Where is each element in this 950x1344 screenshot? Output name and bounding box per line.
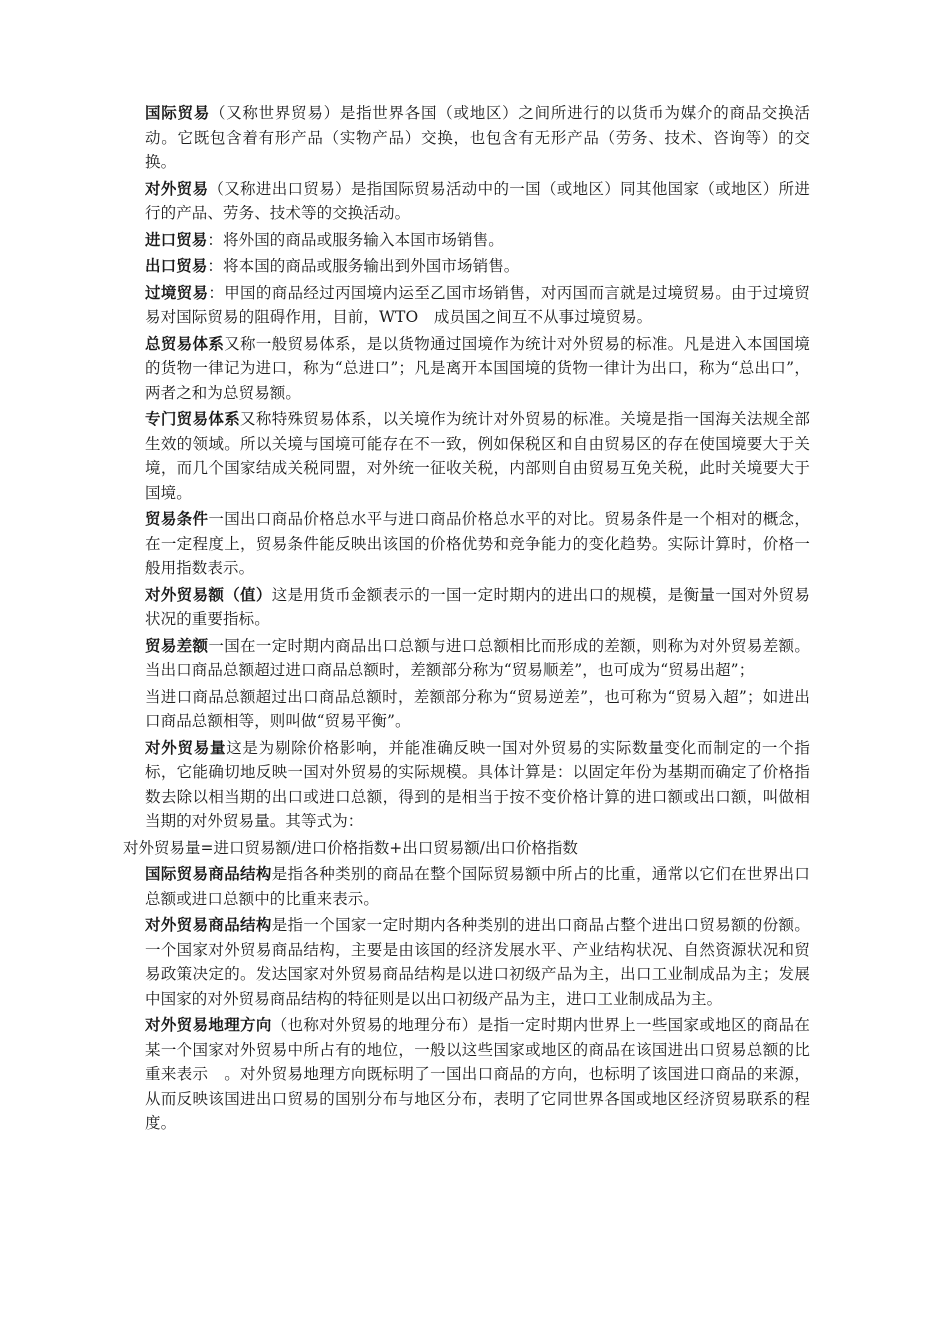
definition: 这是用货币金额表示的一国一定时期内的进出口的规模，是衡量一国对外贸易状况的重要指标。 — [145, 585, 810, 628]
definition: 又称特殊贸易体系，以关境作为统计对外贸易的标准。关境是指一国海关法规全部生效的领域。所以关境与国境可能存在不一致，例如保税区和自由贸易区的存在使国境要大于关境，而几个国家结成关税同盟，对外统一征收关税，内部则自由贸易互免关税，此时关境要大于国境。 — [145, 410, 810, 502]
term: 对外贸易量 — [145, 737, 227, 757]
entry-trade-deficit-note — [145, 685, 810, 734]
definition: ：甲国的商品经过丙国境内运至乙国市场销售，对丙国而言就是过境贸易。由于过境贸易对国际贸易的阻碍作用，目前，WTO 成员国之间互不从事过境贸易。 — [145, 283, 810, 326]
definition: 一国出口商品价格总水平与进口商品价格总水平的对比。贸易条件是一个相对的概念，在一定程度上，贸易条件能反映出该国的价格优势和竞争能力的变化趋势。实际计算时，价格一般用指数表示。 — [145, 510, 810, 577]
trade-quantum-formula: 对外贸易量=进口贸易额/进口价格指数+出口贸易额/出口价格指数 — [123, 838, 578, 857]
entry-trade-balance — [145, 634, 810, 683]
term: 出口贸易 — [145, 256, 208, 275]
term: 对外贸易 — [145, 178, 209, 198]
term: 贸易差额 — [145, 635, 209, 655]
definition: （又称世界贸易）是指世界各国（或地区）之间所进行的以货币为媒介的商品交换活动。它既包含着有形产品（实物产品）交换，也包含有无形产品（劳务、技术、咨询等）的交换。 — [145, 104, 811, 171]
entry-transit-trade — [145, 281, 810, 330]
definition: （又称进出口贸易）是指国际贸易活动中的一国（或地区）同其他国家（或地区）所进行的产品、劳务、技术等的交换活动。 — [145, 179, 810, 222]
definition: （也称对外贸易的地理分布）是指一定时期内世界上一些国家或地区的商品在某一个国家对外贸易中所占有的地位，一般以这些国家或地区的商品在该国进出口贸易总额的比重来表示 。对外贸易地理方向既标明了一国出口商品的方向，也标明了该国进口商品的来源，从而反映该国进出口贸易的国别分布与地区分布，表明了它同世界各国或地区经济贸易联系的程度。 — [145, 1016, 810, 1132]
definition: 一国在一定时期内商品出口总额与进口总额相比而形成的差额，则称为对外贸易差额。当出口商品总额超过进口商品总额时，差额部分称为“贸易顺差”，也可成为“贸易出超”； — [145, 636, 810, 679]
document-body — [123, 101, 811, 1138]
term: 过境贸易 — [145, 282, 209, 302]
term: 对外贸易额（值） — [145, 584, 272, 604]
term: 专门贸易体系 — [145, 409, 241, 428]
term: 总贸易体系 — [145, 333, 225, 353]
term: 国际贸易 — [145, 103, 210, 122]
definition: 又称一般贸易体系，是以货物通过国境作为统计对外贸易的标准。凡是进入本国国境的货物一律记为进口，称为“总进口”；凡是离开本国国境的货物一律计为出口，称为“总出口”，两者之和为总贸易额。 — [145, 334, 810, 402]
entry-foreign-trade — [145, 177, 810, 226]
entry-special-trade-system — [145, 407, 810, 505]
definition: ：将本国的商品或服务输出到外国市场销售。 — [207, 257, 520, 275]
definition: ：将外国的商品或服务输入本国市场销售。 — [207, 230, 504, 249]
term: 对外贸易地理方向 — [145, 1015, 272, 1034]
term: 国际贸易商品结构 — [145, 864, 272, 883]
entry-export-trade — [145, 254, 810, 279]
definition: 当进口商品总额超过出口商品总额时，差额部分称为“贸易逆差”，也可称为“贸易入超”；如进出口商品总额相等，则叫做“贸易平衡”。 — [145, 687, 810, 730]
entry-international-trade — [145, 101, 810, 175]
definition: 这是为剔除价格影响，并能准确反映一国对外贸易的实际数量变化而制定的一个指标，它能确切地反映一国对外贸易的实际规模。具体计算是：以固定年份为基期而确定了价格指数去除以相当期的出口或进口总额，得到的是相当于按不变价格计算的进口额或出口额，叫做相当期的对外贸易量。其等式为： — [145, 738, 810, 830]
definition: 是指各种类别的商品在整个国际贸易额中所占的比重，通常以它们在世界出口总额或进口总额中的比重来表示。 — [145, 865, 810, 908]
term: 对外贸易商品结构 — [145, 915, 272, 934]
entry-terms-of-trade — [145, 507, 810, 581]
entry-import-trade — [145, 228, 810, 253]
entry-foreign-commodity-structure — [145, 913, 810, 1011]
entry-geographic-direction — [145, 1013, 810, 1136]
definition: 是指一个国家一定时期内各种类别的进出口商品占整个进出口贸易额的份额。一个国家对外贸易商品结构，主要是由该国的经济发展水平、产业结构状况、自然资源状况和贸易政策决定的。发达国家对外贸易商品结构是以进口初级产品为主，出口工业制成品为主；发展中国家的对外贸易商品结构的特征则是以出口初级产品为主，进口工业制成品为主。 — [145, 916, 810, 1008]
entry-general-trade-system — [145, 332, 810, 406]
entry-trade-quantum — [145, 736, 810, 834]
term: 进口贸易 — [145, 229, 208, 249]
entry-trade-value — [145, 583, 810, 632]
entry-intl-commodity-structure — [145, 862, 810, 911]
term: 贸易条件 — [145, 509, 209, 528]
